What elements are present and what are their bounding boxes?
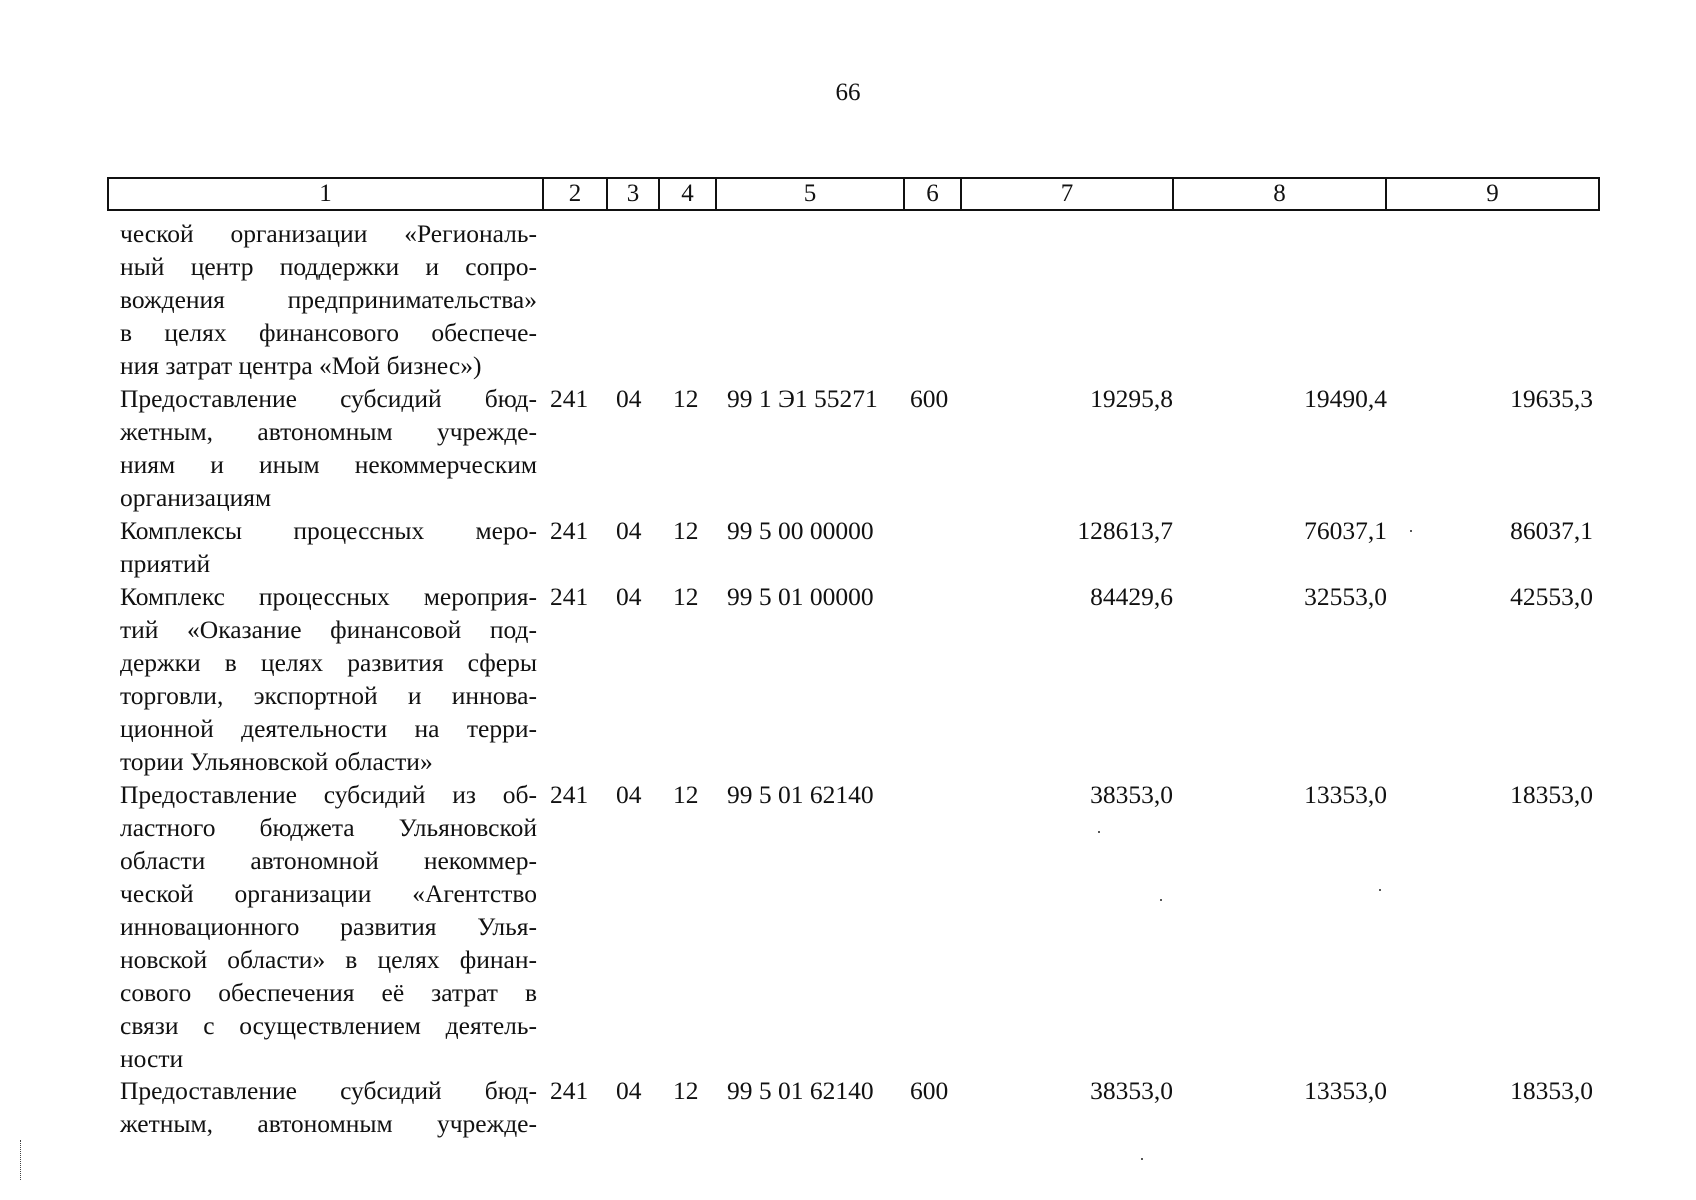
description-line: ческой организации «Региональ- (120, 219, 537, 248)
row-description (120, 1074, 537, 1140)
description-line: жетным, автономным учрежде- (120, 417, 537, 446)
cell-col8: 19490,4 (1304, 384, 1387, 413)
row-description (120, 217, 537, 382)
description-line: торговли, экспортной и иннова- (120, 681, 537, 710)
cell-col7: 84429,6 (1090, 582, 1173, 611)
description-line: ческой организации «Агентство (120, 879, 537, 908)
cell-col9: 42553,0 (1510, 582, 1593, 611)
cell-col9: 19635,3 (1510, 384, 1593, 413)
cell-col2: 241 (550, 516, 589, 545)
description-line: Комплекс процессных мероприя- (120, 582, 537, 611)
cell-col7: 19295,8 (1090, 384, 1173, 413)
cell-col5: 99 1 Э1 55271 (727, 384, 878, 413)
description-line: ционной деятельности на терри- (120, 714, 537, 743)
description-line: ния затрат центра «Мой бизнес») (120, 351, 482, 380)
row-description (120, 382, 537, 514)
cell-col6: 600 (910, 384, 949, 413)
cell-col2: 241 (550, 582, 589, 611)
description-line: Предоставление субсидий бюд- (120, 1076, 537, 1105)
column-header-4: 4 (659, 178, 716, 210)
row-description (120, 514, 537, 580)
cell-col3: 04 (616, 384, 642, 413)
table-header (107, 177, 1600, 211)
column-header-6: 6 (904, 178, 961, 210)
description-line: ластного бюджета Ульяновской (120, 813, 537, 842)
cell-col9: 86037,1 (1510, 516, 1593, 545)
scan-speck (1098, 831, 1100, 833)
cell-col9: 18353,0 (1510, 1076, 1593, 1105)
description-line: организациям (120, 483, 272, 512)
column-header-8: 8 (1173, 178, 1386, 210)
row-description (120, 580, 537, 778)
description-line: тий «Оказание финансовой под- (120, 615, 537, 644)
description-line: связи с осуществлением деятель- (120, 1011, 537, 1040)
cell-col8: 76037,1 (1304, 516, 1387, 545)
description-line: в целях финансового обеспече- (120, 318, 537, 347)
cell-col2: 241 (550, 780, 589, 809)
binding-mark (20, 1140, 29, 1180)
scan-speck (1379, 889, 1381, 891)
cell-col4: 12 (673, 1076, 699, 1105)
cell-col3: 04 (616, 582, 642, 611)
cell-col6: 600 (910, 1076, 949, 1105)
cell-col2: 241 (550, 1076, 589, 1105)
cell-col7: 38353,0 (1090, 1076, 1173, 1105)
column-header-1: 1 (108, 178, 543, 210)
cell-col5: 99 5 01 62140 (727, 1076, 874, 1105)
cell-col3: 04 (616, 516, 642, 545)
page-number: 66 (835, 79, 861, 106)
cell-col4: 12 (673, 582, 699, 611)
description-line: ности (120, 1044, 184, 1073)
description-line: Предоставление субсидий из об- (120, 780, 537, 809)
column-header-3: 3 (607, 178, 659, 210)
cell-col2: 241 (550, 384, 589, 413)
description-line: вождения предпринимательства» (120, 285, 537, 314)
description-line: Предоставление субсидий бюд- (120, 384, 537, 413)
cell-col7: 128613,7 (1077, 516, 1173, 545)
description-line: инновационного развития Улья- (120, 912, 537, 941)
cell-col4: 12 (673, 780, 699, 809)
description-line: жетным, автономным учрежде- (120, 1109, 537, 1138)
description-line: ный центр поддержки и сопро- (120, 252, 537, 281)
cell-col4: 12 (673, 516, 699, 545)
cell-col8: 13353,0 (1304, 780, 1387, 809)
cell-col5: 99 5 00 00000 (727, 516, 874, 545)
description-line: области автономной некоммер- (120, 846, 537, 875)
row-description (120, 778, 537, 1075)
description-line: тории Ульяновской области» (120, 747, 433, 776)
cell-col3: 04 (616, 780, 642, 809)
column-header-5: 5 (716, 178, 904, 210)
cell-col4: 12 (673, 384, 699, 413)
cell-col5: 99 5 01 62140 (727, 780, 874, 809)
cell-col8: 32553,0 (1304, 582, 1387, 611)
description-line: Комплексы процессных меро- (120, 516, 537, 545)
cell-col3: 04 (616, 1076, 642, 1105)
description-line: новской области» в целях финан- (120, 945, 537, 974)
cell-col8: 13353,0 (1304, 1076, 1387, 1105)
description-line: держки в целях развития сферы (120, 648, 537, 677)
cell-col9: 18353,0 (1510, 780, 1593, 809)
description-line: ниям и иным некоммерческим (120, 450, 537, 479)
cell-col7: 38353,0 (1090, 780, 1173, 809)
column-header-2: 2 (543, 178, 607, 210)
scan-speck (1160, 899, 1162, 901)
column-header-7: 7 (961, 178, 1173, 210)
column-header-9: 9 (1386, 178, 1599, 210)
cell-col5: 99 5 01 00000 (727, 582, 874, 611)
scan-speck (1410, 530, 1412, 532)
description-line: сового обеспечения её затрат в (120, 978, 537, 1007)
scan-speck (1141, 1158, 1143, 1160)
description-line: приятий (120, 549, 211, 578)
